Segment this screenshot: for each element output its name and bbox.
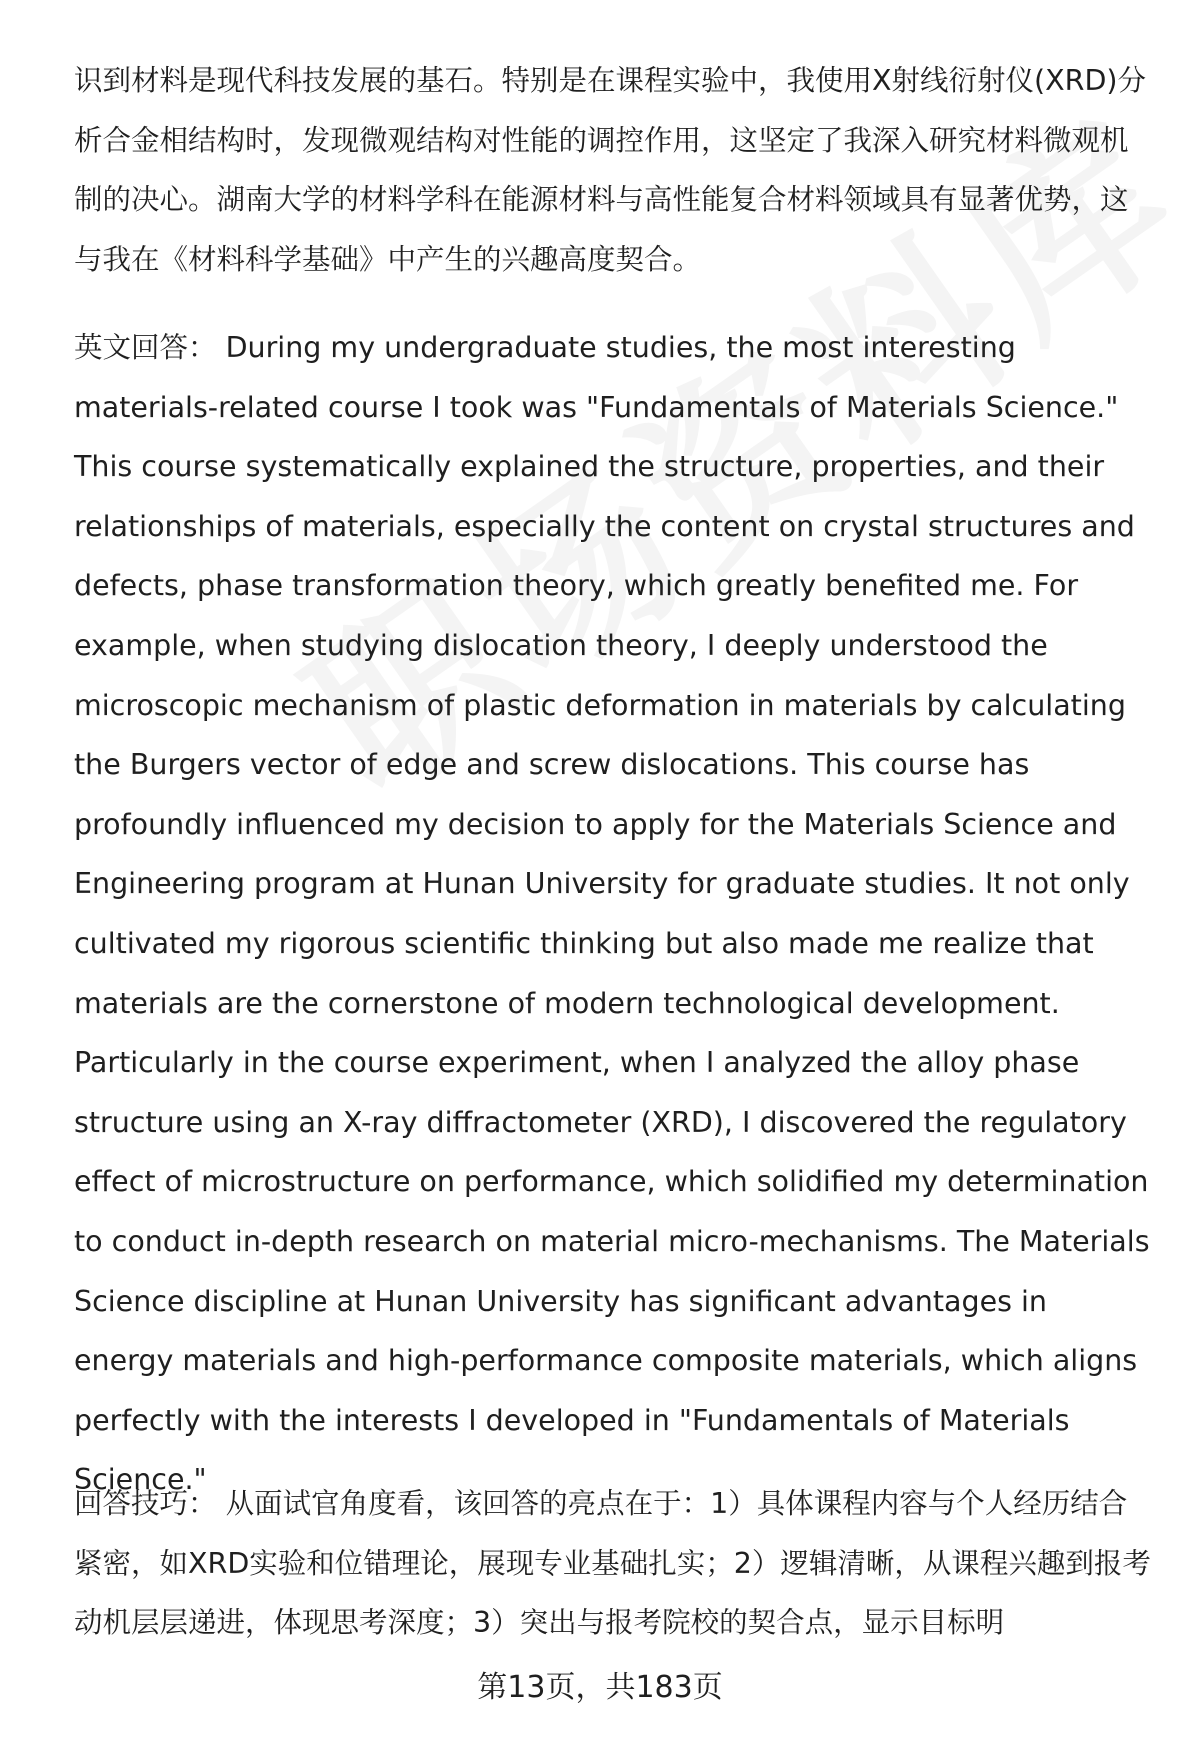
chinese-answer-continuation: 识到材料是现代科技发展的基石。特别是在课程实验中，我使用X射线衍射仪(XRD)分析合金相结构时，发现微观结构对性能的调控作用，这坚定了我深入研究材料微观机制的决心。湖南大学的材料学科在能源材料与高性能复合材料领域具有显著优势，这与我在《材料科学基础》中产生的兴趣高度契合。 — [74, 64, 1147, 276]
page-number: 第13页，共183页 — [477, 1670, 723, 1705]
english-answer-paragraph — [74, 318, 1154, 1510]
english-answer-label: 英文回答： — [74, 331, 217, 364]
answer-tips-paragraph — [74, 1474, 1154, 1653]
english-answer-text: During my undergraduate studies, the most interesting materials-related course I took was "Fundamentals of Materials Science." This course systematically explained the structure, properties, and their relationships of materials, especially the content on crystal structures and defects, phase transformation theory, which greatly benefited me. For example, when studying dislocation theory, I deeply understood the microscopic mechanism of plastic deformation in materials by calculating the Burgers vector of edge and screw dislocations. This course has profoundly influenced my decision to apply for the Materials Science and Engineering program at Hunan University for graduate studies. It not only cultivated my rigorous scientific thinking but also made me realize that materials are the cornerstone of modern technological development. Particularly in the course experiment, when I analyzed the alloy phase structure using an X-ray diffractometer (XRD), I discovered the regulatory effect of microstructure on performance, which solidified my determination to conduct in-depth research on material micro-mechanisms. The Materials Science discipline at Hunan University has significant advantages in energy materials and high-performance composite materials, which aligns perfectly with the interests I developed in "Fundamentals of Materials Science." — [74, 331, 1150, 1497]
answer-tips-label: 回答技巧： — [74, 1487, 217, 1520]
answer-tips-text: 从面试官角度看，该回答的亮点在于：1）具体课程内容与个人经历结合紧密，如XRD实验和位错理论，展现专业基础扎实；2）逻辑清晰，从课程兴趣到报考动机层层递进，体现思考深度；3）突出与报考院校的契合点，显示目标明 — [74, 1487, 1151, 1640]
